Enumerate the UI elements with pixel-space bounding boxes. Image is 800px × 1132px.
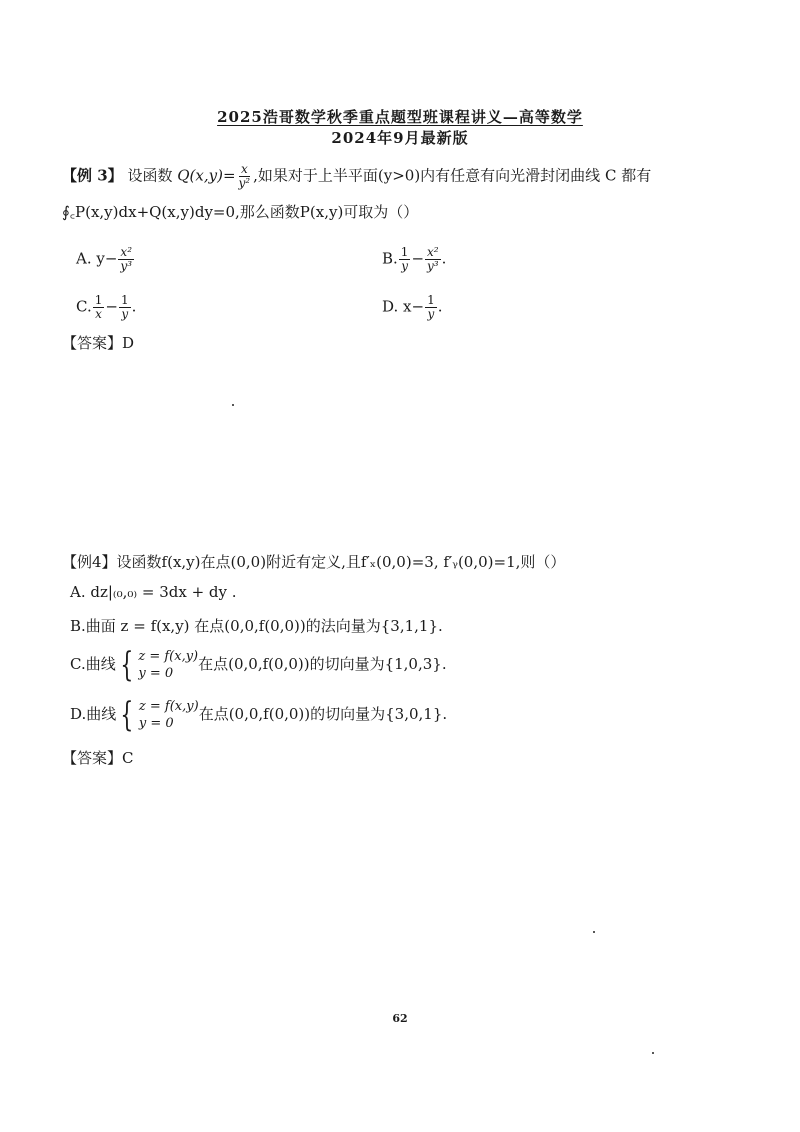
example4-option-d bbox=[70, 695, 448, 735]
option-b-minus: − bbox=[411, 249, 425, 268]
left-brace: { bbox=[120, 695, 134, 735]
equation-row-2: y = 0 bbox=[138, 716, 174, 731]
fraction-denominator: y bbox=[427, 307, 435, 321]
example3-option-c bbox=[76, 294, 136, 321]
fraction-numerator: x bbox=[240, 162, 248, 176]
example4-label: 【例4】 bbox=[62, 553, 117, 571]
option-d-prefix: D. x− bbox=[382, 297, 425, 316]
option-b-prefix: B. bbox=[382, 249, 398, 268]
fraction-denominator: x bbox=[95, 307, 102, 321]
example4-stem bbox=[62, 552, 565, 572]
example4-option-c bbox=[70, 645, 447, 685]
example3-answer: 【答案】D bbox=[62, 334, 135, 352]
example4-stem-text: 设函数f(x,y)在点(0,0)附近有定义,且f′ₓ(0,0)=3, f′ᵧ(0,0)=1,则（） bbox=[116, 553, 566, 571]
header-title-text: 2025浩哥数学秋季重点题型班课程讲义—高等数学 bbox=[217, 108, 583, 126]
fraction-denominator: y³ bbox=[120, 259, 133, 273]
left-brace: { bbox=[120, 645, 134, 685]
scan-speck bbox=[232, 404, 234, 406]
fraction-denominator: y² bbox=[238, 176, 251, 190]
example3-integral: ∮꜀P(x,y)dx+Q(x,y)dy=0,那么函数P(x,y)可取为（） bbox=[62, 203, 419, 221]
option-b-suffix: . bbox=[441, 249, 447, 268]
option-d-suffix: . bbox=[437, 297, 443, 316]
example4-option-a: A. dz|₍₀,₀₎ = 3dx + dy . bbox=[70, 583, 237, 601]
fraction-denominator: y³ bbox=[427, 259, 439, 273]
option-b-fraction-2 bbox=[425, 246, 441, 273]
option-b-fraction-1 bbox=[399, 246, 411, 273]
example3-stem-lead: 设函数 bbox=[127, 166, 173, 185]
example3-option-b bbox=[382, 246, 446, 273]
option-c-minus: − bbox=[105, 297, 118, 316]
option-c-suffix: . bbox=[131, 297, 137, 316]
fraction-numerator: x² bbox=[120, 245, 132, 259]
option-c-suffix: 在点(0,0,f(0,0))的切向量为{1,0,3}. bbox=[198, 655, 447, 673]
example3-label: 【例 3】 bbox=[62, 166, 123, 185]
example3-stem bbox=[62, 163, 651, 190]
example3-option-d bbox=[382, 294, 442, 321]
equation-row-2: y = 0 bbox=[138, 666, 174, 681]
page-number: 62 bbox=[392, 1012, 408, 1025]
example4-option-b: B.曲面 z = f(x,y) 在点(0,0,f(0,0))的法向量为{3,1,1}. bbox=[70, 617, 443, 635]
fraction-numerator: 1 bbox=[427, 293, 435, 307]
system-of-equations bbox=[116, 645, 199, 685]
scan-speck bbox=[652, 1052, 654, 1054]
page-header-subtitle: 2024年9月最新版 bbox=[331, 129, 469, 147]
example3-q-fraction bbox=[237, 163, 253, 190]
option-d-prefix: D.曲线 bbox=[70, 705, 117, 723]
equation-row-1: z = f(x,y) bbox=[138, 649, 199, 664]
option-d-suffix: 在点(0,0,f(0,0))的切向量为{3,0,1}. bbox=[198, 705, 448, 723]
fraction-numerator: x² bbox=[427, 245, 439, 259]
scan-speck bbox=[593, 931, 595, 933]
example3-stem-tail: ,如果对于上半平面(y>0)内有任意有向光滑封闭曲线 C 都有 bbox=[253, 166, 652, 185]
system-of-equations bbox=[116, 695, 199, 735]
fraction-numerator: 1 bbox=[120, 293, 129, 307]
option-c-fraction-2 bbox=[119, 294, 131, 321]
option-c-prefix: C. bbox=[76, 297, 92, 316]
example4-answer: 【答案】C bbox=[62, 749, 134, 767]
option-c-prefix: C.曲线 bbox=[70, 655, 116, 673]
option-c-fraction-1 bbox=[93, 294, 105, 321]
fraction-denominator: y bbox=[121, 307, 129, 321]
example3-q-def: Q(x,y)= bbox=[177, 166, 236, 185]
fraction-numerator: 1 bbox=[400, 245, 409, 259]
fraction-denominator: y bbox=[401, 259, 408, 273]
example3-option-a bbox=[76, 246, 135, 273]
option-a-fraction bbox=[118, 246, 134, 273]
equation-row-1: z = f(x,y) bbox=[138, 699, 199, 714]
page-header-title bbox=[0, 106, 800, 127]
option-a-prefix: A. y− bbox=[76, 249, 118, 268]
option-d-fraction bbox=[425, 294, 437, 321]
fraction-numerator: 1 bbox=[94, 293, 103, 307]
